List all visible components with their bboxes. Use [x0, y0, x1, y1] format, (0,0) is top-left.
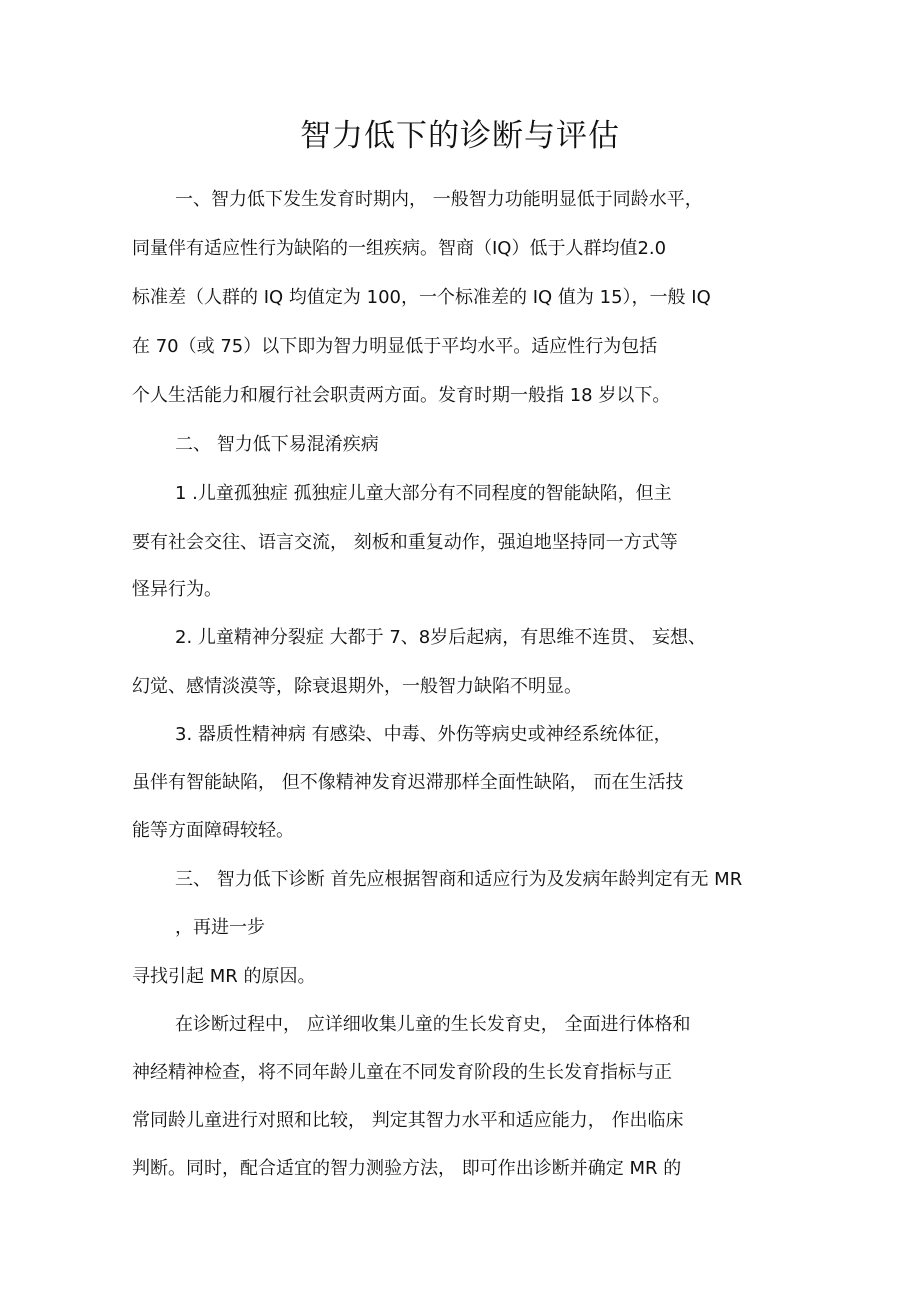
text-line: 常同龄儿童进行对照和比较， 判定其智力水平和适应能力， 作出临床	[132, 1110, 684, 1131]
text-line: 3. 器质性精神病 有感染、中毒、外伤等病史或神经系统体征，	[175, 724, 672, 745]
text-line: 同量伴有适应性行为缺陷的一组疾病。智商（IQ）低于人群均值2.0	[132, 238, 667, 259]
text-line: 1 .儿童孤独症 孤独症儿童大部分有不同程度的智能缺陷，但主	[175, 483, 672, 504]
section-heading: 三、 智力低下诊断 首先应根据智商和适应行为及发病年龄判定有无 MR	[175, 869, 743, 890]
text-line: 判断。同时，配合适宜的智力测验方法， 即可作出诊断并确定 MR 的	[132, 1158, 682, 1179]
text-line: 2. 儿童精神分裂症 大都于 7、8岁后起病，有思维不连贯、 妄想、	[175, 627, 706, 648]
text-line: 寻找引起 MR 的原因。	[132, 966, 316, 987]
text-line: 个人生活能力和履行社会职责两方面。发育时期一般指 18 岁以下。	[132, 385, 671, 406]
text-line: 神经精神检查，将不同年龄儿童在不同发育阶段的生长发育指标与正	[132, 1062, 672, 1083]
text-line: 在 70（或 75）以下即为智力明显低于平均水平。适应性行为包括	[132, 336, 658, 357]
section-heading: 二、 智力低下易混淆疾病	[175, 434, 379, 455]
text-line: 怪异行为。	[132, 579, 222, 600]
text-line: 一、智力低下发生发育时期内， 一般智力功能明显低于同龄水平，	[175, 189, 703, 210]
text-line: ，再进一步	[175, 917, 265, 938]
text-line: 能等方面障碍较轻。	[132, 820, 294, 841]
text-line: 要有社会交往、语言交流， 刻板和重复动作，强迫地坚持同一方式等	[132, 532, 678, 553]
page-title: 智力低下的诊断与评估	[300, 118, 620, 154]
text-line: 在诊断过程中， 应详细收集儿童的生长发育史， 全面进行体格和	[175, 1014, 691, 1035]
text-line: 虽伴有智能缺陷， 但不像精神发育迟滞那样全面性缺陷， 而在生活技	[132, 772, 684, 793]
text-line: 幻觉、感情淡漠等，除衰退期外，一般智力缺陷不明显。	[132, 676, 582, 697]
text-line: 标准差（人群的 IQ 均值定为 100，一个标准差的 IQ 值为 15），一般 IQ	[132, 287, 711, 308]
